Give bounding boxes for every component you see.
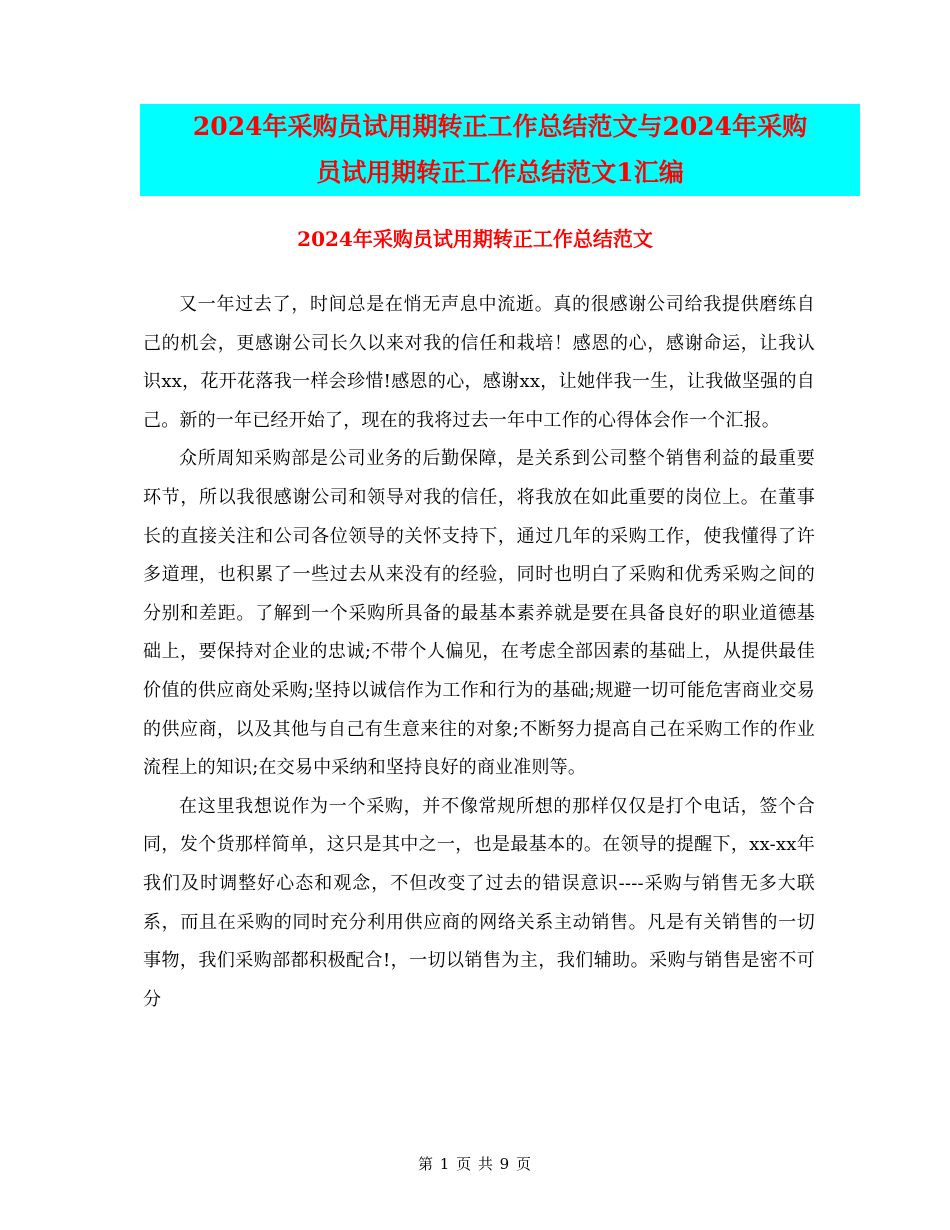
section-title: 2024年采购员试用期转正工作总结范文 (297, 227, 653, 251)
document-title (140, 104, 860, 196)
paragraph: 众所周知采购部是公司业务的后勤保障，是关系到公司整个销售利益的最重要环节，所以我很感谢公司和领导对我的信任，将我放在如此重要的岗位上。在董事长的直接关注和公司各位领导的关怀支持下，通过几年的采购工作，使我懂得了许多道理，也积累了一些过去从来没有的经验，同时也明白了采购和优秀采购之间的分别和差距。了解到一个采购所具备的最基本素养就是要在具备良好的职业道德基础上，要保持对企业的忠诚;不带个人偏见，在考虑全部因素的基础上，从提供最佳价值的供应商处采购;坚持以诚信作为工作和行为的基础;规避一切可能危害商业交易的供应商，以及其他与自己有生意来往的对象;不断努力提高自己在采购工作的作业流程上的知识;在交易中采纳和坚持良好的商业准则等。 (143, 448, 815, 779)
title-line-2: 员试用期转正工作总结范文1汇编 (316, 158, 684, 187)
title-line-1: 2024年采购员试用期转正工作总结范文与2024年采购 (192, 112, 808, 141)
paragraph: 在这里我想说作为一个采购，并不像常规所想的那样仅仅是打个电话，签个合同，发个货那样简单，这只是其中之一，也是最基本的。在领导的提醒下，xx-xx年我们及时调整好心态和观念，不但改变了过去的错误意识----采购与销售无多大联系，而且在采购的同时充分利用供应商的网络关系主动销售。凡是有关销售的一切事物，我们采购部都积极配合!，一切以销售为主，我们辅助。采购与销售是密不可分 (143, 795, 815, 1010)
page-footer: 第 1 页 共 9 页 (418, 1155, 532, 1173)
document-body (143, 286, 815, 1019)
paragraph: 又一年过去了，时间总是在悄无声息中流逝。真的很感谢公司给我提供磨练自己的机会，更感谢公司长久以来对我的信任和栽培！感恩的心，感谢命运，让我认识xx，花开花落我一样会珍惜!感恩的心，感谢xx，让她伴我一生，让我做坚强的自己。新的一年已经开始了，现在的我将过去一年中工作的心得体会作一个汇报。 (143, 294, 815, 431)
